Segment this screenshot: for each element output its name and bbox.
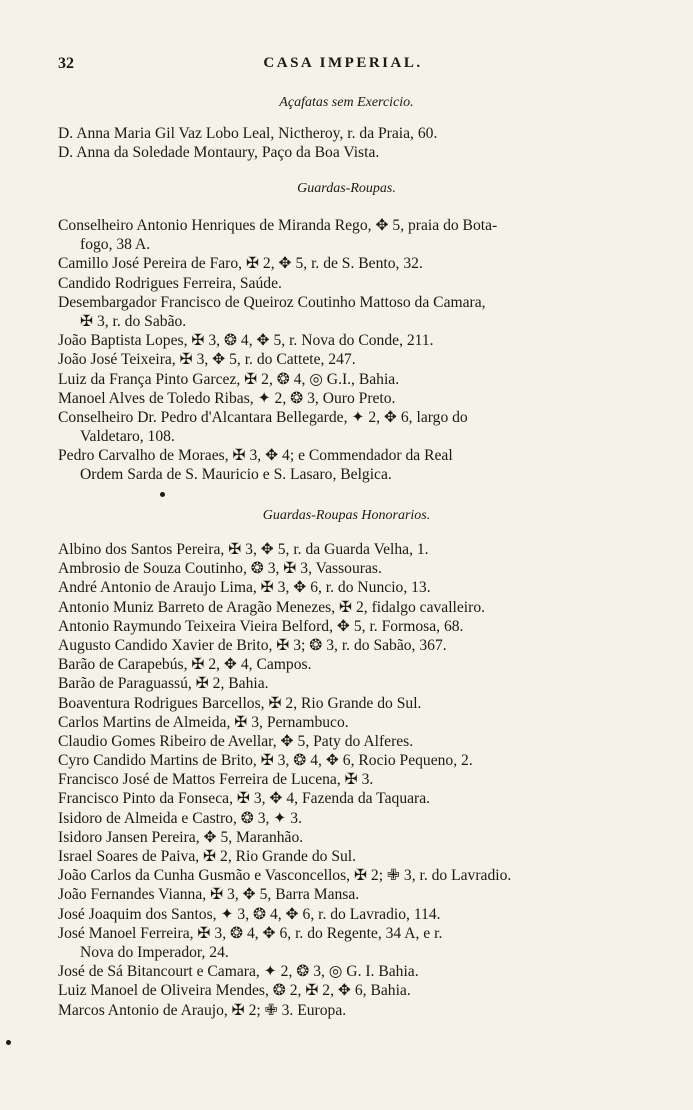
entry-line: Isidoro de Almeida e Castro, ❂ 3, ✦ 3. <box>58 809 302 827</box>
entry-line: João Baptista Lopes, ✠ 3, ❂ 4, ✥ 5, r. Nova do Conde, 211. <box>58 332 434 350</box>
entry-continuation: ✠ 3, r. do Sabão. <box>80 312 187 330</box>
entry-line: Carlos Martins de Almeida, ✠ 3, Pernambuco. <box>58 713 349 731</box>
entry-line: Francisco José de Mattos Ferreira de Lucena, ✠ 3. <box>58 771 374 789</box>
section-guardas-roupas-lines <box>58 216 633 485</box>
section-honorarios-lines <box>58 540 633 1020</box>
entry-line: Desembargador Francisco de Queiroz Coutinho Mattoso da Camara, <box>58 293 486 311</box>
entry-line: Conselheiro Antonio Henriques de Miranda Rego, ✥ 5, praia do Bota- <box>58 217 498 234</box>
entry-line: José Joaquim dos Santos, ✦ 3, ❂ 4, ✥ 6, r. do Lavradio, 114. <box>58 905 441 923</box>
entry-line: Pedro Carvalho de Moraes, ✠ 3, ✥ 4; e Commendador da Real <box>58 447 453 465</box>
entry-line: Marcos Antonio de Araujo, ✠ 2; ✙ 3. Europa. <box>58 1001 347 1019</box>
entry-line: Candido Rodrigues Ferreira, Saúde. <box>58 274 282 292</box>
entry-line: Cyro Candido Martins de Brito, ✠ 3, ❂ 4, ✥ 6, Rocio Pequeno, 2. <box>58 752 473 770</box>
entry-line: Luiz Manoel de Oliveira Mendes, ❂ 2, ✠ 2, ✥ 6, Bahia. <box>58 982 411 1000</box>
entry-line: Camillo José Pereira de Faro, ✠ 2, ✥ 5, r. de S. Bento, 32. <box>58 255 423 273</box>
entry-line: Antonio Raymundo Teixeira Vieira Belford, ✥ 5, r. Formosa, 68. <box>58 617 464 635</box>
section-acafatas-lines <box>58 124 633 162</box>
entry-line: Albino dos Santos Pereira, ✠ 3, ✥ 5, r. da Guarda Velha, 1. <box>58 541 429 558</box>
entry-line: João José Teixeira, ✠ 3, ✥ 5, r. do Cattete, 247. <box>58 351 356 369</box>
entry-line: Claudio Gomes Ribeiro de Avellar, ✥ 5, Paty do Alferes. <box>58 732 414 750</box>
ink-dot <box>6 1040 11 1045</box>
entry-line: Israel Soares de Paiva, ✠ 2, Rio Grande do Sul. <box>58 848 357 865</box>
entry-line: João Fernandes Vianna, ✠ 3, ✥ 5, Barra Mansa. <box>58 886 360 904</box>
entry-continuation: Ordem Sarda de S. Mauricio e S. Lasaro, Belgica. <box>80 466 392 484</box>
page-header <box>58 55 628 79</box>
entry-line: Augusto Candido Xavier de Brito, ✠ 3; ❂ 3, r. do Sabão, 367. <box>58 636 447 654</box>
section-heading-guardas-roupas: Guardas-Roupas. <box>297 181 396 196</box>
entry-line: D. Anna Maria Gil Vaz Lobo Leal, Nictheroy, r. da Praia, 60. <box>58 125 438 142</box>
entry-line: José de Sá Bitancourt e Camara, ✦ 2, ❂ 3, ◎ G. I. Bahia. <box>58 963 419 981</box>
entry-line: José Manoel Ferreira, ✠ 3, ❂ 4, ✥ 6, r. do Regente, 34 A, e r. <box>58 924 443 942</box>
section-heading-guardas-roupas-honorarios: Guardas-Roupas Honorarios. <box>262 508 431 523</box>
entry-line: Isidoro Jansen Pereira, ✥ 5, Maranhão. <box>58 828 304 846</box>
entry-line: Conselheiro Dr. Pedro d'Alcantara Bellegarde, ✦ 2, ✥ 6, largo do <box>58 408 468 426</box>
entry-continuation: Valdetaro, 108. <box>80 428 175 446</box>
entry-line: Boaventura Rodrigues Barcellos, ✠ 2, Rio Grande do Sul. <box>58 694 422 712</box>
page-number: 32 <box>58 55 74 72</box>
entry-line: Barão de Carapebús, ✠ 2, ✥ 4, Campos. <box>58 656 312 674</box>
entry-continuation: Nova do Imperador, 24. <box>80 943 229 961</box>
entry-line: André Antonio de Araujo Lima, ✠ 3, ✥ 6, r. do Nuncio, 13. <box>58 579 431 597</box>
section-heading-acafatas: Açafatas sem Exercicio. <box>279 95 414 110</box>
entry-line: João Carlos da Cunha Gusmão e Vasconcellos, ✠ 2; ✙ 3, r. do Lavradio. <box>58 867 512 885</box>
entry-line: Ambrosio de Souza Coutinho, ❂ 3, ✠ 3, Vassouras. <box>58 560 382 578</box>
entry-line: Manoel Alves de Toledo Ribas, ✦ 2, ❂ 3, Ouro Preto. <box>58 389 396 407</box>
entry-line: Antonio Muniz Barreto de Aragão Menezes, ✠ 2, fidalgo cavalleiro. <box>58 598 486 616</box>
entry-line: Luiz da França Pinto Garcez, ✠ 2, ❂ 4, ◎ G.I., Bahia. <box>58 370 400 388</box>
running-title: CASA IMPERIAL. <box>263 55 423 71</box>
ink-dot <box>160 492 165 497</box>
entry-line: Barão de Paraguassú, ✠ 2, Bahia. <box>58 675 269 693</box>
entry-continuation: fogo, 38 A. <box>80 236 151 254</box>
entry-line: D. Anna da Soledade Montaury, Paço da Boa Vista. <box>58 144 380 162</box>
entry-line: Francisco Pinto da Fonseca, ✠ 3, ✥ 4, Fazenda da Taquara. <box>58 790 431 808</box>
